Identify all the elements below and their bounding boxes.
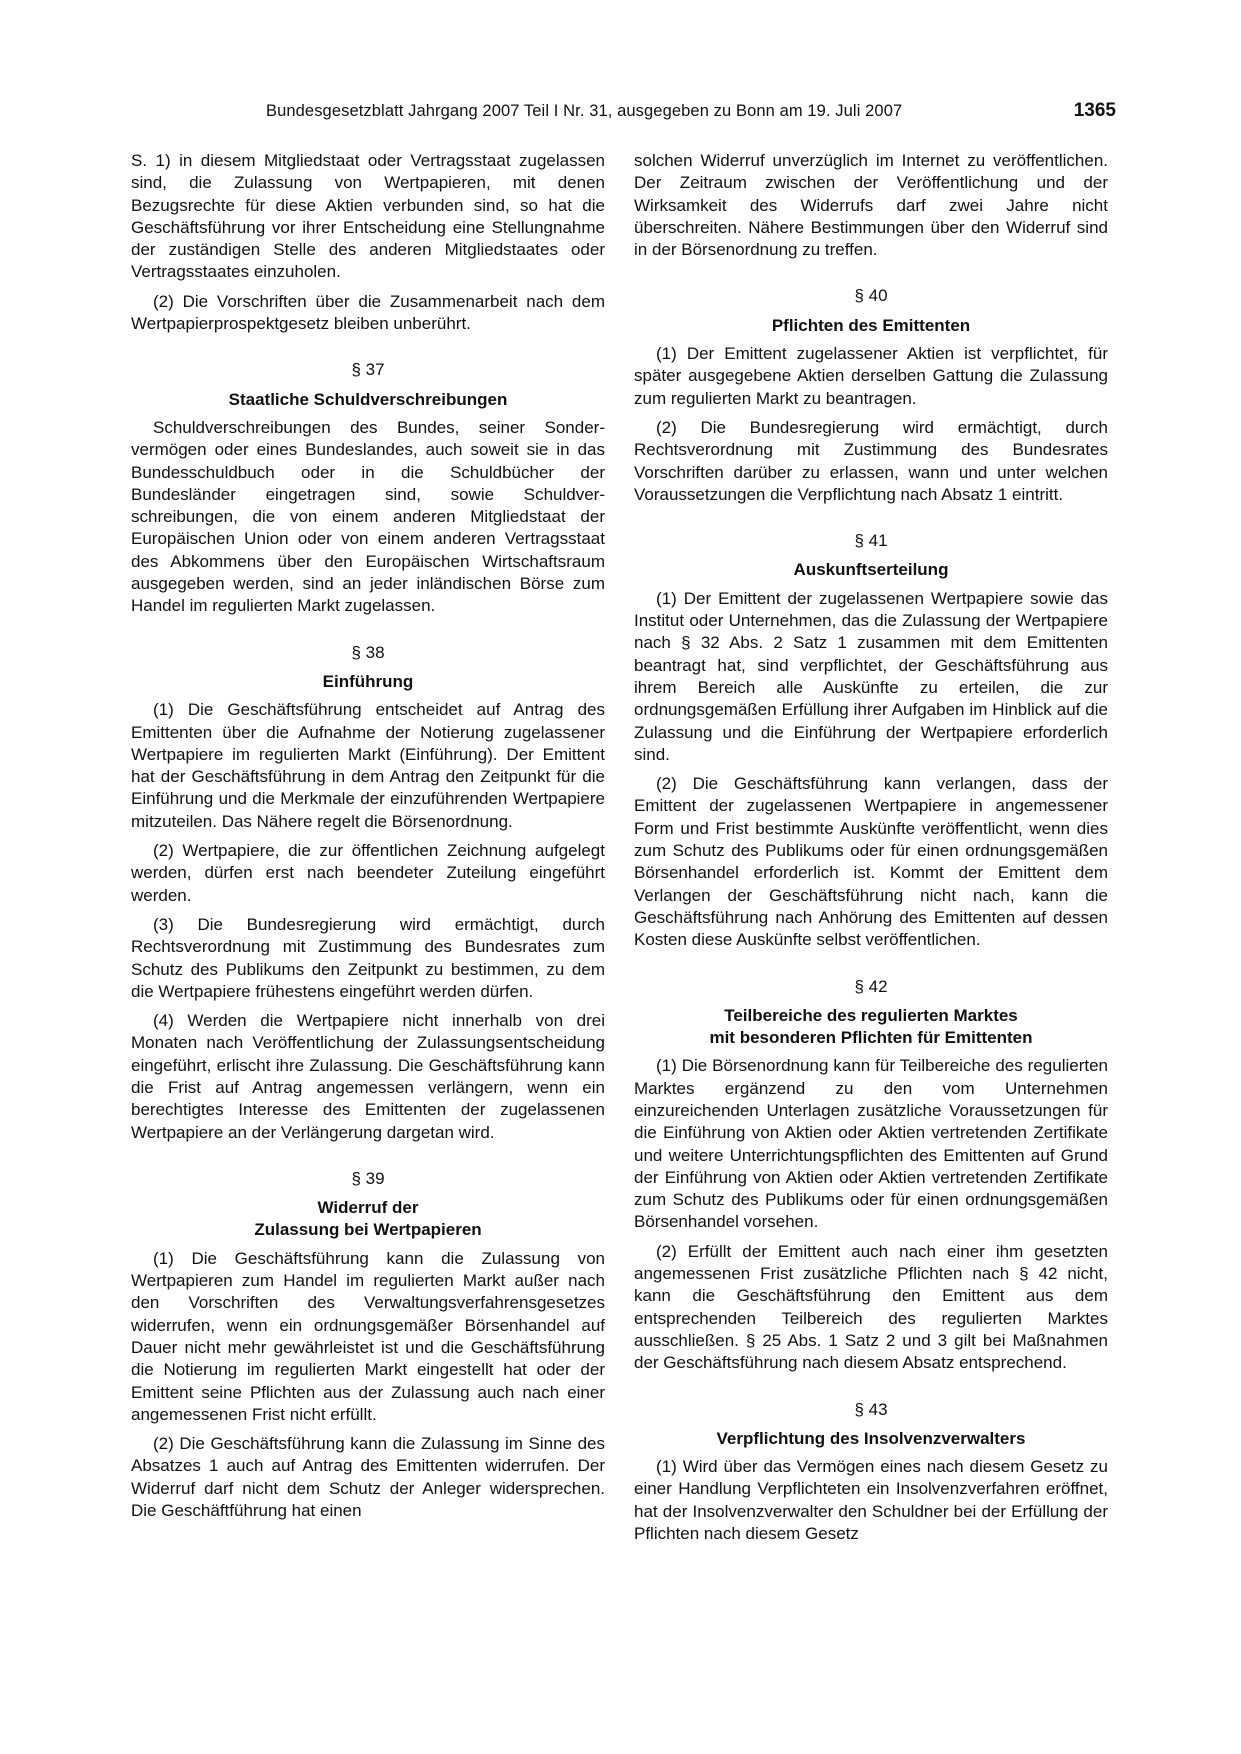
running-head: Bundesgesetzblatt Jahrgang 2007 Teil I Nr. 31, ausgegeben zu Bonn am 19. Juli 2007: [266, 102, 903, 120]
section-title-line1: Widerruf der: [317, 1198, 419, 1218]
right-column: [634, 150, 1108, 1552]
paragraph: S. 1) in diesem Mitgliedstaat oder Vertragsstaat zugelassen sind, die Zulassung von Wertpapieren, mit denen Bezugsrechte für diese Aktien verbunden sind, so hat die Geschäftsführung vor ihrer Entscheidung eine Stellungnahme der zuständigen Stelle des anderen Mitgliedstaates oder Vertragsstaates einzuholen.: [131, 151, 605, 282]
section-title-line1: Teilbereiche des regulierten Marktes: [724, 1005, 1018, 1025]
section-number: § 39: [351, 1168, 385, 1188]
section-heading: [131, 359, 605, 411]
section-title: Staatliche Schuldverschreibungen: [228, 389, 508, 409]
section-heading: [634, 1399, 1108, 1451]
section-title-line2: Zulassung bei Wertpapieren: [254, 1220, 482, 1240]
page-header: [131, 100, 1116, 130]
section-number: § 41: [854, 531, 888, 551]
paragraph: (2) Die Vorschriften über die Zusammenarbeit nach dem Wertpapierprospektgesetz bleiben unberührt.: [131, 291, 605, 334]
paragraph: (1) Wird über das Vermögen eines nach diesem Gesetz zu einer Handlung Verpflichteten ein Insolvenzverfahren eröffnet, hat der Insolvenzverwalter den Schuldner bei der Erfüllung der Pflichten nach diesem Gesetz: [634, 1457, 1108, 1544]
paragraph: (3) Die Bundesregierung wird ermächtigt, durch Rechtsverordnung mit Zustimmung des Bundesrates zum Schutz des Publikums den Zeitpunkt zu bestimmen, zu dem die Wertpapiere frühestens eingeführt werden dürfen.: [131, 914, 605, 1001]
section-number: § 37: [351, 360, 385, 380]
paragraph: (1) Der Emittent zugelassener Aktien ist verpflichtet, für später ausgegebene Aktien derselben Gattung die Zulassung zum regulierten Markt zu beantragen.: [634, 344, 1108, 408]
paragraph: (1) Die Geschäftsführung entscheidet auf Antrag des Emittenten über die Aufnahme der Notierung zugelassener Wertpapiere im regulierten Markt (Einführung). Der Emittent hat der Geschäftsführung in dem Antrag den Zeitpunkt für die Einführung und die Merkmale der einzuführenden Wertpapiere mitzuteilen. Das Nähere regelt die Börsenordnung.: [131, 700, 605, 831]
paragraph: (1) Die Börsenordnung kann für Teilbereiche des regulierten Marktes ergänzend zu den vom Unternehmen einzureichenden Unterlagen zusätzliche Voraussetzungen für die Einführung von Aktien oder Aktien vertretenden Zertifikate und weitere Unterrichtungspflichten des Emittenten auf Grund der Einführung von Aktien oder Aktien vertretenden Zertifikate zum Schutz des Publikums oder für einen ordnungsgemäßen Börsenhandel vorsehen.: [634, 1056, 1108, 1232]
section-number: § 38: [351, 642, 385, 662]
paragraph: (1) Der Emittent der zugelassenen Wertpapiere sowie das Institut oder Unternehmen, das die Zulassung der Wertpapiere nach § 32 Abs. 2 Satz 1 zusammen mit dem Emittenten beantragt hat, sind verpflichtet, der Geschäftsführung aus ihrem Bereich alle Auskünfte zu erteilen, die zur ordnungsgemäßen Erfüllung ihrer Aufgaben im Hinblick auf die Zulassung und die Einführung der Wertpapiere erforderlich sind.: [634, 588, 1108, 764]
section-title: Einführung: [322, 671, 414, 691]
section-title: Verpflichtung des Insolvenzverwalters: [716, 1428, 1026, 1448]
paragraph: (4) Werden die Wertpapiere nicht innerhalb von drei Monaten nach Veröffentlichung der Zulassungsentscheidung eingeführt, erlischt ihre Zulassung. Die Geschäftsführung kann die Frist auf Antrag angemessen verlängern, wenn ein berechtigtes Interesse des Emittenten der zugelassenen Wertpapiere an der Verlängerung dargetan wird.: [131, 1011, 605, 1142]
paragraph: solchen Widerruf unverzüglich im Internet zu veröffentlichen. Der Zeitraum zwischen der Veröffentlichung und der Wirksamkeit des Widerrufs darf zwei Jahre nicht überschreiten. Nähere Bestimmungen über den Widerruf sind in der Börsenordnung zu treffen.: [634, 151, 1108, 260]
paragraph: (2) Die Bundesregierung wird ermächtigt, durch Rechtsverordnung mit Zustimmung des Bundesrates Vorschriften darüber zu erlassen, wann und unter welchen Voraussetzungen die Verpflichtung nach Absatz 1 eintritt.: [634, 417, 1108, 504]
section-heading: [634, 530, 1108, 582]
paragraph: (2) Die Geschäftsführung kann die Zulassung im Sinne des Absatzes 1 auch auf Antrag des Emittenten widerrufen. Der Widerruf darf nicht dem Schutz der Anleger widersprechen. Die Geschäftführung hat einen: [131, 1434, 605, 1521]
section-title: Pflichten des Emittenten: [771, 315, 971, 335]
section-heading: [131, 1168, 605, 1242]
paragraph: (2) Wertpapiere, die zur öffentlichen Zeichnung aufgelegt werden, dürfen erst nach beendeter Zuteilung eingeführt werden.: [131, 841, 605, 905]
paragraph: (1) Die Geschäftsführung kann die Zulassung von Wertpapieren zum Handel im regulierten Markt außer nach den Vorschriften des Verwaltungsverfahrensgesetzes widerrufen, wenn ein ordnungsgemäßer Börsenhandel auf Dauer nicht mehr gewährleistet ist und die Geschäftsführung die Notierung im regulierten Markt eingestellt hat oder der Emittent seine Pflichten aus der Zulassung auch nach einer angemessenen Frist nicht erfüllt.: [131, 1248, 605, 1424]
section-number: § 40: [854, 286, 888, 306]
section-number: § 43: [854, 1399, 888, 1419]
paragraph: Schuldverschreibungen des Bundes, seiner Sondervermögen oder eines Bundeslandes, auch soweit sie in das Bundesschuldbuch oder in die Schuldbücher der Bundesländer eingetragen sind, sowie Schuldverschreibungen, die von einem anderen Mitgliedstaat der Europäischen Union oder von einem anderen Vertragsstaat des Abkommens über den Europäischen Wirtschaftsraum ausgegeben werden, sind an jeder inländischen Börse zum Handel im regulierten Markt zugelassen.: [131, 417, 605, 616]
left-column: [131, 150, 605, 1529]
page-number: 1365: [1073, 100, 1116, 121]
section-title-line2: mit besonderen Pflichten für Emittenten: [709, 1028, 1033, 1048]
section-heading: [131, 642, 605, 694]
section-title: Auskunftserteilung: [793, 560, 949, 580]
paragraph: (2) Die Geschäftsführung kann verlangen, dass der Emittent der zugelassenen Wertpapiere in angemessener Form und Frist bestimmte Auskünfte veröffentlicht, wenn dies zum Schutz des Publikums oder für einen ordnungsgemäßen Börsenhandel erforderlich ist. Kommt der Emittent dem Verlangen der Geschäftsführung nicht nach, kann die Geschäftsführung nach Anhörung des Emittenten auf dessen Kosten diese Auskünfte selbst veröffentlichen.: [634, 774, 1108, 950]
paragraph: (2) Erfüllt der Emittent auch nach einer ihm gesetzten angemessenen Frist zusätzliche Pflichten nach § 42 nicht, kann die Geschäftsführung den Emittent aus dem entsprechenden Teilbereich des regulierten Marktes ausschließen. § 25 Abs. 1 Satz 2 und 3 gilt bei Maßnahmen der Geschäftsführung nach diesem Absatz entsprechend.: [634, 1241, 1108, 1373]
section-heading: [634, 976, 1108, 1050]
section-number: § 42: [854, 976, 888, 996]
section-heading: [634, 285, 1108, 337]
